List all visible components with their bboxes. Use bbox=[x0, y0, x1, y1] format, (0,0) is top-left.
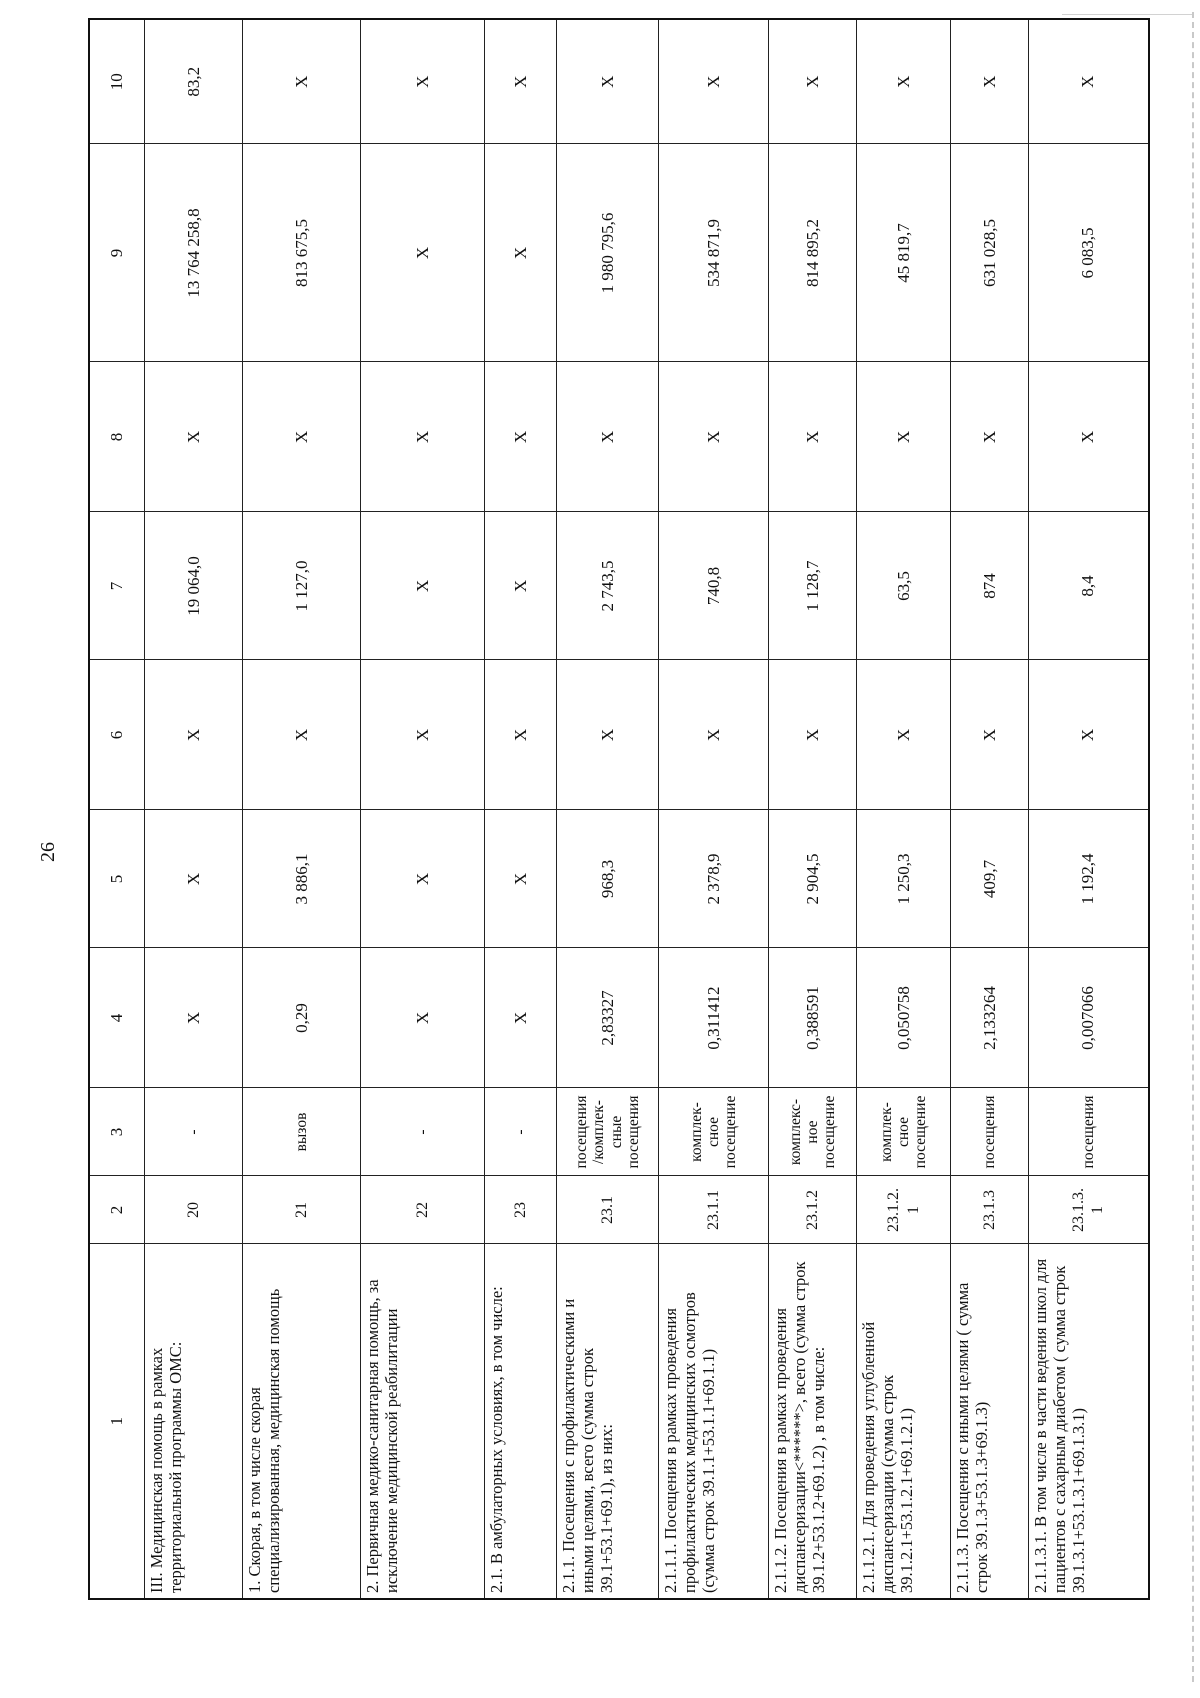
value-cell-col7: 8,4 bbox=[1029, 512, 1149, 660]
table-row bbox=[145, 19, 243, 1599]
value-cell-col7: 63,5 bbox=[857, 512, 951, 660]
header-cell-6: 6 bbox=[89, 660, 145, 810]
value-cell-col6: X bbox=[951, 660, 1029, 810]
value-cell-col9: X bbox=[485, 144, 557, 362]
value-cell-col7: X bbox=[485, 512, 557, 660]
row-code-cell: 20 bbox=[145, 1176, 243, 1244]
header-cell-9: 9 bbox=[89, 144, 145, 362]
header-cell-1: 1 bbox=[89, 1244, 145, 1599]
row-name-cell: 2.1.1.3.1. В том числе в части ведения школ для пациентов с сахарным диабетом ( сумма строк 39.1.3.1+53.1.3.1+69.1.3.1) bbox=[1029, 1244, 1149, 1599]
value-cell-col7: 19 064,0 bbox=[145, 512, 243, 660]
row-name-cell: 2.1.1.1. Посещения в рамках проведения профилактических медицинских осмотров (сумма строк 39.1.1+53.1.1+69.1.1) bbox=[659, 1244, 769, 1599]
value-cell-col6: X bbox=[769, 660, 857, 810]
value-cell-col10: X bbox=[1029, 19, 1149, 144]
row-code-cell: 23.1.1 bbox=[659, 1176, 769, 1244]
row-name-cell: 2.1.1.2.1. Для проведения углубленной диспансеризации (сумма строк 39.1.2.1+53.1.2.1+69.1.2.1) bbox=[857, 1244, 951, 1599]
value-cell-col8: X bbox=[361, 362, 485, 512]
rotated-page-content bbox=[88, 20, 1112, 1600]
row-name-cell: 2.1. В амбулаторных условиях, в том числе: bbox=[485, 1244, 557, 1599]
value-cell-col4: X bbox=[485, 948, 557, 1088]
scan-corner-line bbox=[1062, 14, 1192, 17]
value-cell-col7: 2 743,5 bbox=[557, 512, 659, 660]
row-name-cell: III. Медицинская помощь в рамках территориальной программы ОМС: bbox=[145, 1244, 243, 1599]
unit-cell: - bbox=[145, 1088, 243, 1176]
value-cell-col7: 874 bbox=[951, 512, 1029, 660]
value-cell-col8: X bbox=[951, 362, 1029, 512]
row-code-cell: 23.1.3.1 bbox=[1029, 1176, 1149, 1244]
value-cell-col10: X bbox=[243, 19, 361, 144]
value-cell-col7: 1 127,0 bbox=[243, 512, 361, 660]
row-code-cell: 23.1.3 bbox=[951, 1176, 1029, 1244]
value-cell-col6: X bbox=[485, 660, 557, 810]
header-cell-3: 3 bbox=[89, 1088, 145, 1176]
header-cell-4: 4 bbox=[89, 948, 145, 1088]
value-cell-col10: X bbox=[557, 19, 659, 144]
table-row bbox=[485, 19, 557, 1599]
table-row bbox=[857, 19, 951, 1599]
unit-cell: комплек-сное посещение bbox=[659, 1088, 769, 1176]
value-cell-col10: X bbox=[951, 19, 1029, 144]
row-code-cell: 22 bbox=[361, 1176, 485, 1244]
value-cell-col6: X bbox=[557, 660, 659, 810]
value-cell-col5: 1 250,3 bbox=[857, 810, 951, 948]
value-cell-col5: X bbox=[145, 810, 243, 948]
value-cell-col9: 13 764 258,8 bbox=[145, 144, 243, 362]
header-cell-5: 5 bbox=[89, 810, 145, 948]
value-cell-col6: X bbox=[857, 660, 951, 810]
value-cell-col8: X bbox=[857, 362, 951, 512]
row-name-cell: 2.1.1.2. Посещения в рамках проведения диспансеризации<******>, всего (сумма строк 39.1.2+53.1.2+69.1.2) , в том числе: bbox=[769, 1244, 857, 1599]
value-cell-col4: 0,29 bbox=[243, 948, 361, 1088]
value-cell-col5: X bbox=[361, 810, 485, 948]
table-row bbox=[659, 19, 769, 1599]
row-name-cell: 1. Скорая, в том числе скорая специализированная, медицинская помощь bbox=[243, 1244, 361, 1599]
value-cell-col5: 409,7 bbox=[951, 810, 1029, 948]
row-code-cell: 23 bbox=[485, 1176, 557, 1244]
unit-cell: - bbox=[485, 1088, 557, 1176]
value-cell-col9: X bbox=[361, 144, 485, 362]
table-row bbox=[769, 19, 857, 1599]
value-cell-col5: 968,3 bbox=[557, 810, 659, 948]
table-row bbox=[951, 19, 1029, 1599]
value-cell-col7: X bbox=[361, 512, 485, 660]
value-cell-col6: X bbox=[361, 660, 485, 810]
value-cell-col5: 1 192,4 bbox=[1029, 810, 1149, 948]
value-cell-col9: 534 871,9 bbox=[659, 144, 769, 362]
table-body bbox=[89, 19, 1149, 1599]
header-cell-10: 10 bbox=[89, 19, 145, 144]
page-number: 26 bbox=[37, 842, 59, 862]
value-cell-col4: 0,050758 bbox=[857, 948, 951, 1088]
value-cell-col10: X bbox=[857, 19, 951, 144]
header-cell-8: 8 bbox=[89, 362, 145, 512]
header-row bbox=[89, 19, 145, 1599]
value-cell-col9: 1 980 795,6 bbox=[557, 144, 659, 362]
row-code-cell: 23.1.2 bbox=[769, 1176, 857, 1244]
row-code-cell: 21 bbox=[243, 1176, 361, 1244]
scan-edge-marks bbox=[1189, 12, 1194, 1682]
value-cell-col9: 45 819,7 bbox=[857, 144, 951, 362]
unit-cell: комплек-сное посещение bbox=[857, 1088, 951, 1176]
value-cell-col4: 0,388591 bbox=[769, 948, 857, 1088]
value-cell-col5: 2 378,9 bbox=[659, 810, 769, 948]
value-cell-col8: X bbox=[557, 362, 659, 512]
value-cell-col9: 813 675,5 bbox=[243, 144, 361, 362]
value-cell-col8: X bbox=[485, 362, 557, 512]
value-cell-col7: 740,8 bbox=[659, 512, 769, 660]
value-cell-col8: X bbox=[1029, 362, 1149, 512]
table-row bbox=[1029, 19, 1149, 1599]
value-cell-col8: X bbox=[659, 362, 769, 512]
value-cell-col6: X bbox=[659, 660, 769, 810]
data-table bbox=[88, 18, 1150, 1600]
value-cell-col8: X bbox=[769, 362, 857, 512]
unit-cell: вызов bbox=[243, 1088, 361, 1176]
value-cell-col10: X bbox=[361, 19, 485, 144]
value-cell-col8: X bbox=[145, 362, 243, 512]
unit-cell: посещения bbox=[1029, 1088, 1149, 1176]
row-name-cell: 2.1.1.3. Посещения с иными целями ( сумма строк 39.1.3+53.1.3+69.1.3) bbox=[951, 1244, 1029, 1599]
value-cell-col4: 2,83327 bbox=[557, 948, 659, 1088]
value-cell-col5: X bbox=[485, 810, 557, 948]
value-cell-col9: 631 028,5 bbox=[951, 144, 1029, 362]
unit-cell: - bbox=[361, 1088, 485, 1176]
row-code-cell: 23.1.2.1 bbox=[857, 1176, 951, 1244]
value-cell-col4: 0,311412 bbox=[659, 948, 769, 1088]
value-cell-col4: X bbox=[145, 948, 243, 1088]
table-row bbox=[243, 19, 361, 1599]
value-cell-col10: 83,2 bbox=[145, 19, 243, 144]
value-cell-col10: X bbox=[659, 19, 769, 144]
value-cell-col4: 2,133264 bbox=[951, 948, 1029, 1088]
value-cell-col7: 1 128,7 bbox=[769, 512, 857, 660]
unit-cell: посещения /комплек-сные посещения bbox=[557, 1088, 659, 1176]
table-row bbox=[557, 19, 659, 1599]
value-cell-col5: 2 904,5 bbox=[769, 810, 857, 948]
value-cell-col6: X bbox=[145, 660, 243, 810]
header-cell-2: 2 bbox=[89, 1176, 145, 1244]
value-cell-col8: X bbox=[243, 362, 361, 512]
value-cell-col10: X bbox=[485, 19, 557, 144]
value-cell-col4: X bbox=[361, 948, 485, 1088]
table-row bbox=[361, 19, 485, 1599]
row-name-cell: 2.1.1. Посещения с профилактическими и иными целями, всего (сумма строк 39.1+53.1+69.1), из них: bbox=[557, 1244, 659, 1599]
value-cell-col5: 3 886,1 bbox=[243, 810, 361, 948]
value-cell-col10: X bbox=[769, 19, 857, 144]
value-cell-col9: 6 083,5 bbox=[1029, 144, 1149, 362]
value-cell-col9: 814 895,2 bbox=[769, 144, 857, 362]
value-cell-col4: 0,007066 bbox=[1029, 948, 1149, 1088]
unit-cell: комплекс-ное посещение bbox=[769, 1088, 857, 1176]
value-cell-col6: X bbox=[1029, 660, 1149, 810]
row-name-cell: 2. Первичная медико-санитарная помощь, за исключение медицинской реабилитации bbox=[361, 1244, 485, 1599]
unit-cell: посещения bbox=[951, 1088, 1029, 1176]
value-cell-col6: X bbox=[243, 660, 361, 810]
row-code-cell: 23.1 bbox=[557, 1176, 659, 1244]
header-cell-7: 7 bbox=[89, 512, 145, 660]
